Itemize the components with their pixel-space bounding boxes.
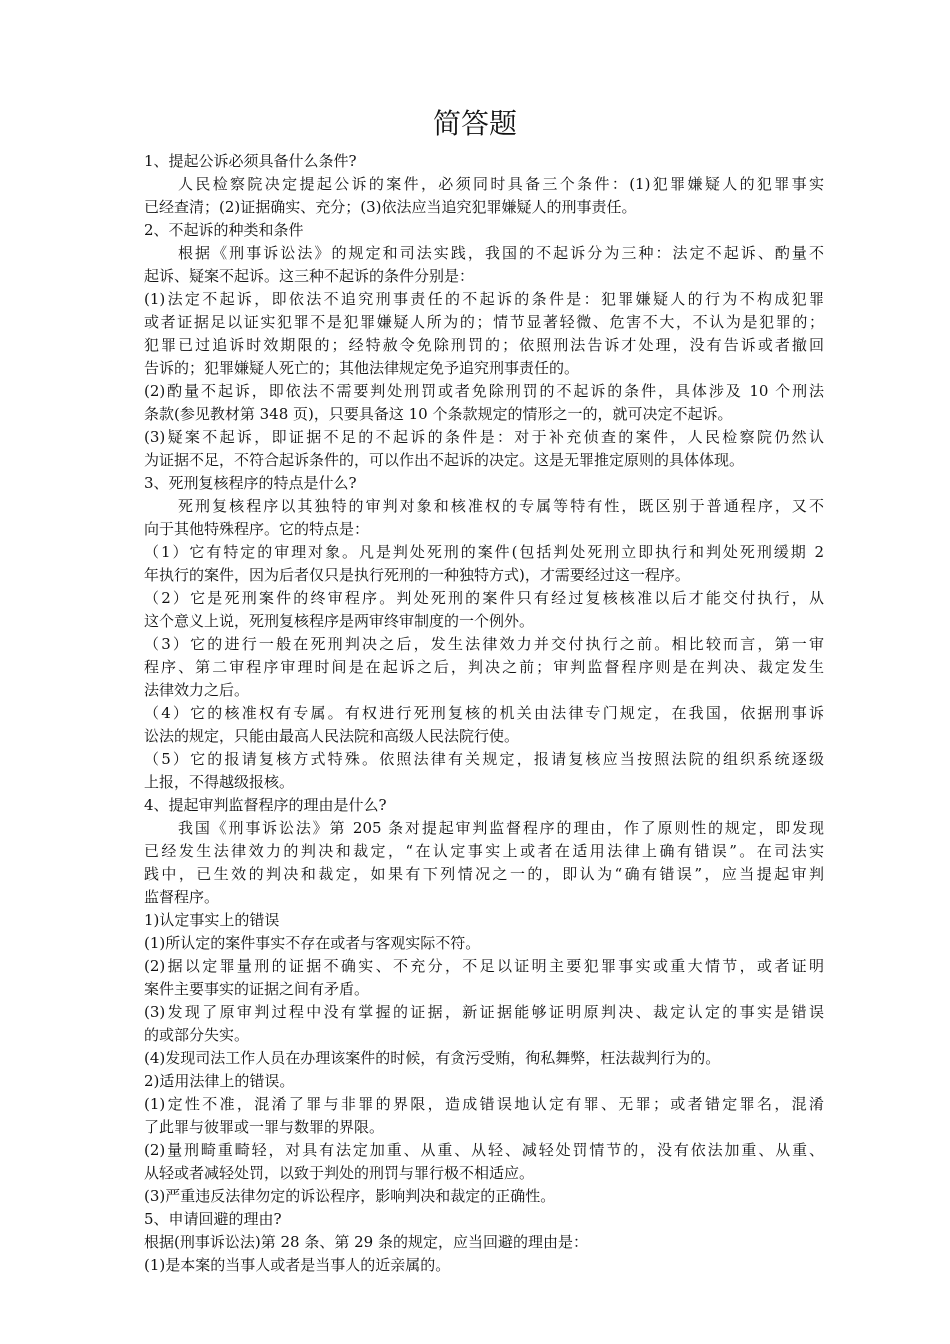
paragraph-line: 已经查清；(2)证据确实、充分；(3)依法应当追究犯罪嫌疑人的刑事责任。	[144, 198, 637, 216]
question-heading: 5、申请回避的理由?	[144, 1210, 282, 1228]
paragraph-line: (1)法定不起诉，即依法不追究刑事责任的不起诉的条件是：犯罪嫌疑人的行为不构成犯罪	[144, 290, 824, 308]
paragraph-line: 2)适用法律上的错误。	[144, 1072, 295, 1090]
question-heading: 3、死刑复核程序的特点是什么?	[144, 474, 357, 492]
paragraph-line: 程序、第二审程序审理时间是在起诉之后，判决之前；审判监督程序则是在判决、裁定发生	[144, 658, 824, 676]
paragraph-line: 根据(刑事诉讼法)第 28 条、第 29 条的规定，应当回避的理由是：	[144, 1233, 588, 1251]
question-heading: 1、提起公诉必须具备什么条件?	[144, 152, 357, 170]
paragraph-line: 已经发生法律效力的判决和裁定，“在认定事实上或者在适用法律上确有错误”。在司法实	[144, 842, 824, 860]
paragraph-line: （2）它是死刑案件的终审程序。判处死刑的案件只有经过复核核准以后才能交付执行，从	[144, 589, 824, 607]
paragraph-line: 1)认定事实上的错误	[144, 911, 280, 929]
paragraph-line: 死刑复核程序以其独特的审判对象和核准权的专属等特有性，既区别于普通程序，又不	[178, 497, 824, 515]
paragraph-line: 向于其他特殊程序。它的特点是：	[144, 520, 370, 538]
paragraph-line: (3)发现了原审判过程中没有掌握的证据，新证据能够证明原判决、裁定认定的事实是错误	[144, 1003, 824, 1021]
paragraph-line: 监督程序。	[144, 888, 220, 906]
paragraph-line: 起诉、疑案不起诉。这三种不起诉的条件分别是：	[144, 267, 475, 285]
paragraph-line: （4）它的核准权有专属。有权进行死刑复核的机关由法律专门规定，在我国，依据刑事诉	[144, 704, 824, 722]
page-title: 简答题	[432, 107, 517, 140]
paragraph-line: 年执行的案件，因为后者仅只是执行死刑的一种独特方式)，才需要经过这一程序。	[144, 566, 690, 584]
paragraph-line: 践中，已生效的判决和裁定，如果有下列情况之一的，即认为“确有错误”，应当提起审判	[144, 865, 824, 883]
paragraph-line: 条款(参见教材第 348 页)，只要具备这 10 个条款规定的情形之一的，就可决定不起诉。	[144, 405, 733, 423]
paragraph-line: 这个意义上说，死刑复核程序是两审终审制度的一个例外。	[144, 612, 535, 630]
paragraph-line: （3）它的进行一般在死刑判决之后，发生法律效力并交付执行之前。相比较而言，第一审	[144, 635, 824, 653]
paragraph-line: (2)酌量不起诉，即依法不需要判处刑罚或者免除刑罚的不起诉的条件，具体涉及 10 个刑法	[144, 382, 824, 400]
paragraph-line: （1）它有特定的审理对象。凡是判处死刑的案件(包括判处死刑立即执行和判处死刑缓期 2	[144, 543, 824, 561]
paragraph-line: 从轻或者减轻处罚，以致于判处的刑罚与罪行极不相适应。	[144, 1164, 535, 1182]
paragraph-line: （5）它的报请复核方式特殊。依照法律有关规定，报请复核应当按照法院的组织系统逐级	[144, 750, 824, 768]
paragraph-line: (1)定性不准，混淆了罪与非罪的界限，造成错误地认定有罪、无罪；或者错定罪名，混淆	[144, 1095, 824, 1113]
paragraph-line: 讼法的规定，只能由最高人民法院和高级人民法院行使。	[144, 727, 520, 745]
paragraph-line: (1)是本案的当事人或者是当事人的近亲属的。	[144, 1256, 451, 1274]
paragraph-line: 我国《刑事诉讼法》第 205 条对提起审判监督程序的理由，作了原则性的规定，即发现	[178, 819, 824, 837]
paragraph-line: 的或部分失实。	[144, 1026, 250, 1044]
question-heading: 2、不起诉的种类和条件	[144, 221, 304, 239]
paragraph-line: 法律效力之后。	[144, 681, 250, 699]
paragraph-line: 告诉的；犯罪嫌疑人死亡的；其他法律规定免予追究刑事责任的。	[144, 359, 580, 377]
paragraph-line: 为证据不足，不符合起诉条件的，可以作出不起诉的决定。这是无罪推定原则的具体体现。	[144, 451, 745, 469]
paragraph-line: 上报，不得越级报核。	[144, 773, 295, 791]
paragraph-line: (4)发现司法工作人员在办理该案件的时候，有贪污受贿，徇私舞弊，枉法裁判行为的。	[144, 1049, 721, 1067]
paragraph-line: 或者证据足以证实犯罪不是犯罪嫌疑人所为的；情节显著轻微、危害不大，不认为是犯罪的；	[144, 313, 824, 331]
question-heading: 4、提起审判监督程序的理由是什么?	[144, 796, 387, 814]
paragraph-line: (3)严重违反法律勿定的诉讼程序，影响判决和裁定的正确性。	[144, 1187, 556, 1205]
paragraph-line: (2)量刑畸重畸轻，对具有法定加重、从重、从轻、减轻处罚情节的，没有依法加重、从重、	[144, 1141, 824, 1159]
document-body	[144, 150, 824, 1277]
paragraph-line: (1)所认定的案件事实不存在或者与客观实际不符。	[144, 934, 481, 952]
paragraph-line: 案件主要事实的证据之间有矛盾。	[144, 980, 370, 998]
paragraph-line: 了此罪与彼罪或一罪与数罪的界限。	[144, 1118, 385, 1136]
paragraph-line: 人民检察院决定提起公诉的案件，必须同时具备三个条件：(1)犯罪嫌疑人的犯罪事实	[178, 175, 824, 193]
paragraph-line: (2)据以定罪量刑的证据不确实、不充分，不足以证明主要犯罪事实或重大情节，或者证明	[144, 957, 824, 975]
paragraph-line: 根据《刑事诉讼法》的规定和司法实践，我国的不起诉分为三种：法定不起诉、酌量不	[178, 244, 824, 262]
paragraph-line: 犯罪已过追诉时效期限的；经特赦令免除刑罚的；依照刑法告诉才处理，没有告诉或者撤回	[144, 336, 824, 354]
paragraph-line: (3)疑案不起诉，即证据不足的不起诉的条件是：对于补充侦查的案件，人民检察院仍然认	[144, 428, 824, 446]
